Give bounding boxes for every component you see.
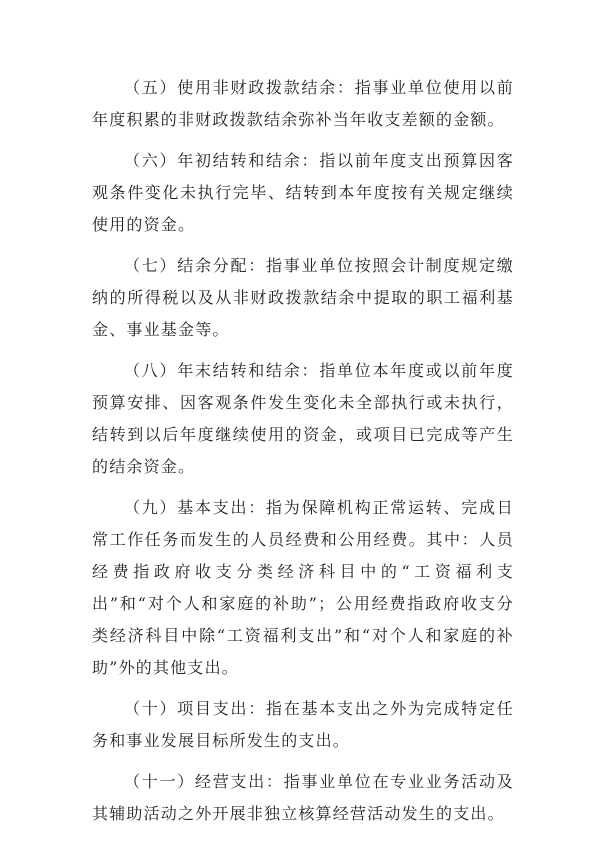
- paragraph-year-end-carryover: （八）年末结转和结余：指单位本年度或以前年度预算安排、因客观条件发生变化未全部执行或未执行，结转到以后年度继续使用的资金，或项目已完成等产生的结余资金。: [92, 361, 514, 476]
- paragraph-operating-expenditure: （十一）经营支出：指事业单位在专业业务活动及其辅助活动之外开展非独立核算经营活动发生的支出。: [92, 772, 514, 823]
- paragraph-beginning-carryover: （六）年初结转和结余：指以前年度支出预算因客观条件变化未执行完毕、结转到本年度按有关规定继续使用的资金。: [92, 151, 514, 234]
- document-body: [92, 72, 514, 830]
- paragraph-project-expenditure: （十）项目支出：指在基本支出之外为完成特定任务和事业发展目标所发生的支出。: [92, 699, 514, 750]
- paragraph-surplus-distribution: （七）结余分配：指事业单位按照会计制度规定缴纳的所得税以及从非财政拨款结余中提取的职工福利基金、事业基金等。: [92, 256, 514, 339]
- paragraph-unused-nonfiscal-surplus: （五）使用非财政拨款结余：指事业单位使用以前年度积累的非财政拨款结余弥补当年收支差额的金额。: [92, 78, 514, 129]
- paragraph-basic-expenditure: （九）基本支出：指为保障机构正常运转、完成日常工作任务而发生的人员经费和公用经费。其中：人员经费指政府收支分类经济科目中的“工资福利支出”和“对个人和家庭的补助”；公用经费指政府收支分类经济科目中除“工资福利支出”和“对个人和家庭的补助”外的其他支出。: [92, 498, 514, 677]
